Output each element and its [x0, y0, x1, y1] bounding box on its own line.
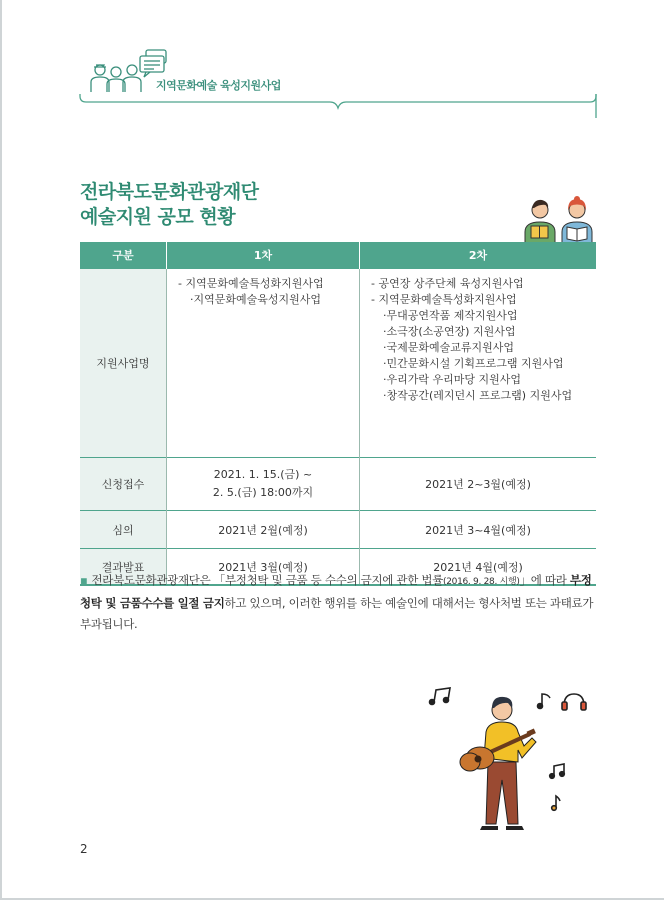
- section-title-line2: 예술지원 공모 현황: [80, 206, 236, 228]
- review-round1-cell: 2021년 2월(예정): [167, 511, 360, 549]
- col-header-round2: 2차: [360, 242, 597, 269]
- headphones-icon: [562, 694, 586, 710]
- table-row-program: [80, 269, 596, 458]
- row-label-result: 결과발표: [80, 549, 167, 586]
- note-bullet: ▪: [80, 573, 88, 587]
- list-item: ·창작공간(레지던시 프로그램) 지원사업: [383, 389, 573, 402]
- result-round2-cell: 2021년 4월(예정): [360, 549, 597, 586]
- note-bold-text: 부정청탁 및 금품수수를 일절 금지: [80, 573, 592, 610]
- list-item: - 공연장 상주단체 육성지원사업: [371, 277, 524, 290]
- list-item: ·소극장(소공연장) 지원사업: [383, 325, 516, 338]
- program-round1-list: [168, 270, 358, 308]
- program-round2-list: [361, 270, 595, 404]
- note-text-2: 」에 따라: [519, 573, 570, 587]
- list-item: ·국제문화예술교류지원사업: [383, 341, 515, 354]
- list-item: ·민간문화시설 기획프로그램 지원사업: [383, 357, 564, 370]
- program-round1-cell: [167, 269, 360, 458]
- apply-round1-line2: 2. 5.(금) 18:00까지: [212, 486, 314, 499]
- note-law-date: (2016. 9. 28. 시행): [443, 577, 520, 587]
- row-label-program: 지원사업명: [80, 269, 167, 458]
- col-header-category: 구분: [80, 242, 167, 269]
- apply-round1-line1: 2021. 1. 15.(금) ~: [213, 468, 313, 481]
- section-title: [80, 180, 259, 230]
- header-divider: [78, 92, 598, 122]
- list-item: - 지역문화예술특성화지원사업: [371, 293, 517, 306]
- review-round2-cell: 2021년 3~4월(예정): [360, 511, 597, 549]
- readers-illustration: [522, 196, 598, 244]
- header-title: 지역문화예술 육성지원사업: [156, 79, 281, 92]
- anti-graft-note: [80, 570, 600, 635]
- table-row-review: [80, 511, 596, 549]
- program-round2-cell: [360, 269, 597, 458]
- apply-round2-cell: 2021년 2~3월(예정): [360, 458, 597, 511]
- col-header-round1: 1차: [167, 242, 360, 269]
- list-item: ·지역문화예술육성지원사업: [190, 293, 322, 306]
- page-number: 2: [80, 842, 88, 856]
- list-item: ·우리가락 우리마당 지원사업: [383, 373, 522, 386]
- apply-round1-cell: [167, 458, 360, 511]
- row-label-apply: 신청접수: [80, 458, 167, 511]
- section-title-line1: 전라북도문화관광재단: [80, 181, 259, 203]
- guitarist-illustration: [424, 684, 604, 834]
- list-item: ·무대공연작품 제작지원사업: [383, 309, 518, 322]
- note-text-1: 전라북도문화관광재단은 「부정청탁 및 금품 등 수수의 금지에 관한 법률: [91, 573, 444, 587]
- list-item: - 지역문화예술특성화지원사업: [178, 277, 324, 290]
- result-round1-cell: 2021년 3월(예정): [167, 549, 360, 586]
- note-text-3: 하고 있으며, 이러한 행위를 하는 예술인에 대해서는 형사처벌 또는 과태료가 부과됩니다.: [80, 596, 594, 631]
- left-page-rule: [0, 0, 2, 900]
- support-program-table: [80, 242, 596, 586]
- table-row-apply: [80, 458, 596, 511]
- row-label-review: 심의: [80, 511, 167, 549]
